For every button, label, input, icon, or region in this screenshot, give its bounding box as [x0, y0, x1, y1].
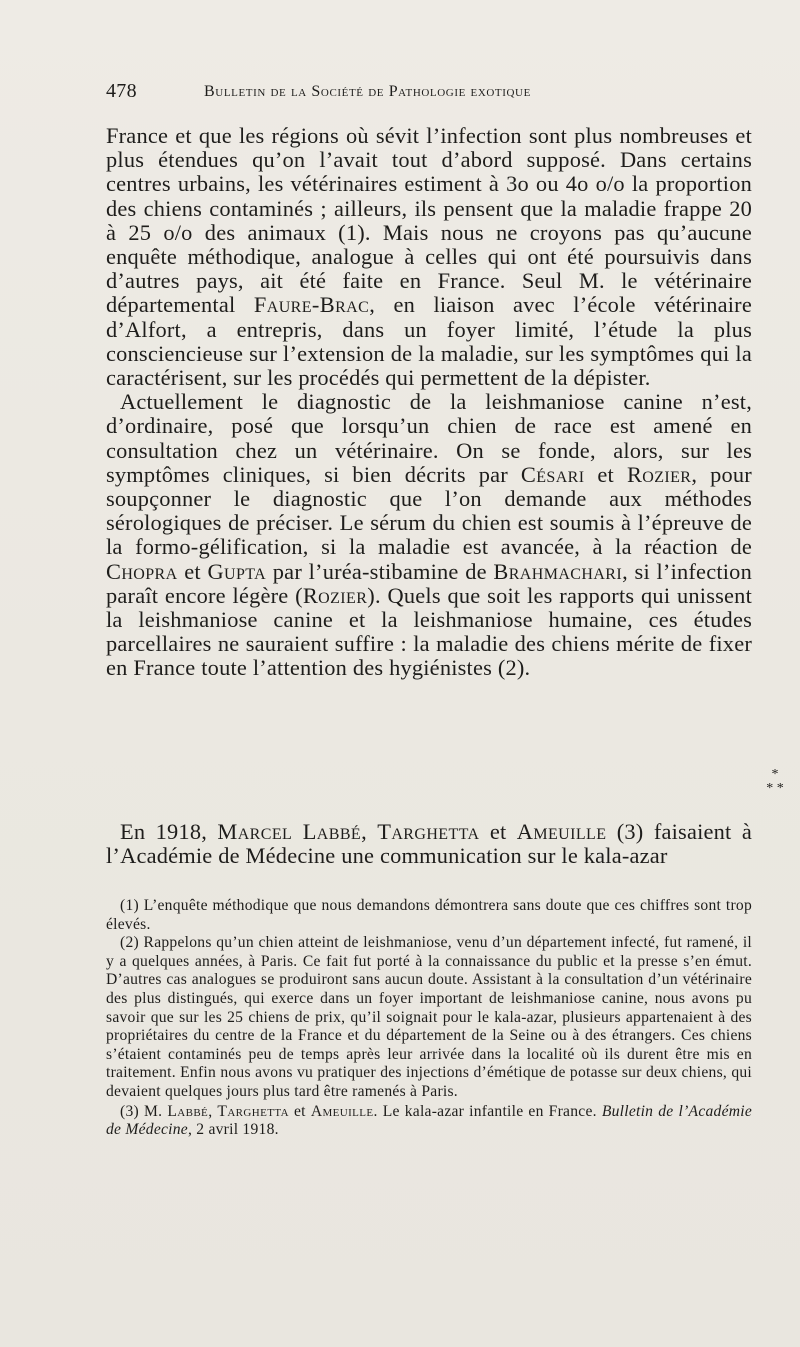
journal-title: Bulletin de l’Académie de Médecine	[106, 1102, 753, 1139]
running-head	[106, 80, 706, 110]
paragraph-3-text-a: En 1918,	[120, 819, 208, 844]
footnote-3-text-c: et	[293, 1102, 306, 1120]
author-name: Targhetta	[377, 819, 480, 844]
footnote-1: (1) L’enquête méthodique que nous demandons démontrera sans doute que ces chiffres sont trop élevés.	[106, 897, 752, 933]
paragraph-3-text-d: (3) faisaient à l’Académie de Médecine une communication sur le kala-azar	[106, 819, 752, 869]
section-2-text	[106, 820, 752, 868]
paragraph-3-text-b: ,	[361, 819, 367, 844]
section-asterism	[763, 768, 787, 804]
paragraph-2-text-d: et	[184, 558, 201, 584]
paragraph-2-text-b: et	[597, 461, 614, 487]
paragraph-3-text-c: et	[489, 819, 507, 844]
running-title: Bulletin de la Société de Pathologie exotique	[204, 83, 531, 100]
author-name: Brahmachari	[493, 558, 623, 584]
footnote-3-text-b: ,	[208, 1102, 213, 1120]
paragraph-2	[106, 390, 752, 680]
page-number: 478	[106, 80, 137, 102]
author-name: Chopra	[106, 558, 178, 584]
paragraph-2-text-e: par l’uréa-stibamine de	[272, 558, 487, 584]
footnotes	[106, 897, 752, 1140]
footnote-3-text-d: . Le kala-azar infantile en France.	[373, 1102, 597, 1120]
body-text	[106, 124, 752, 681]
author-name: Faure-Brac	[253, 292, 370, 318]
footnote-3	[106, 1103, 752, 1140]
asterism-bottom: * *	[766, 781, 784, 796]
author-name: Labbé	[167, 1102, 209, 1120]
author-name: Rozier	[302, 582, 368, 608]
footnote-2: (2) Rappelons qu’un chien atteint de leishmaniose, venu d’un département infecté, fut ramené, il y a quelques années, à Paris. Ce fait fut porté à la connaissance du public et la presse s’en émut. D’autres cas analogues se produiront sans aucun doute. Assistant à la consultation d’un vétérinaire des plus distingués, qui exerce dans un foyer important de leishmaniose canine, nous avons pu savoir que sur les 25 chiens de prix, qu’il soignait pour le kala-azar, plusieurs appartenaient à des propriétaires du centre de la France et du département de la Seine ou à des étrangers. Ces chiens s’étaient contaminés peu de temps après leur arrivée dans la localité où ils durent être mis en traitement. Enfin nous avons vu pratiquer des injections d’émétique de potasse sur deux chiens, qui devaient quelques jours plus tard être ramenés à Paris.	[106, 934, 752, 1100]
author-name: Gupta	[207, 558, 267, 584]
author-name: Marcel Labbé	[217, 819, 362, 844]
author-name: Targhetta	[217, 1102, 289, 1120]
footnote-3-text-e: , 2 avril 1918.	[187, 1121, 279, 1139]
author-name: Césari	[520, 461, 585, 487]
paragraph-1	[106, 124, 752, 390]
author-name: Ameuille	[516, 819, 607, 844]
paragraph-1-end: , en liaison avec l’école vétérinaire d’Alfort, a entrepris, dans un foyer limité, l’étude la plus consciencieuse sur l’extension de la maladie, sur les symptômes qui la caractérisent, sur les procédés qui permettent de la dépister.	[106, 292, 752, 391]
paragraph-2-text-g: ). Quels que soit les rapports qui unissent la leishmaniose canine et la leishmaniose humaine, ces études parcellaires ne sauraient suffire : la maladie des chiens mérite de fixer en France toute l’attention des hygiénistes (2).	[106, 582, 752, 681]
footnote-3-text-a: (3) M.	[120, 1102, 163, 1120]
author-name: Rozier	[626, 461, 692, 487]
paragraph-3	[106, 820, 752, 868]
asterism-top: *	[771, 767, 779, 782]
paragraph-2-text-a: Actuellement le diagnostic de la leishmaniose canine n’est, d’ordinaire, posé que lorsqu’un chien de race est amené en consultation chez un vétérinaire. On se fonde, alors, sur les symptômes cliniques, si bien décrits par	[106, 389, 752, 487]
paragraph-2-text-c: , pour soupçonner le diagnostic que l’on demande aux méthodes sérologiques de préciser. Le sérum du chien est soumis à l’épreuve de la formo-gélification, si la maladie est avancée, à la réaction de	[106, 461, 752, 560]
author-name: Ameuille	[310, 1102, 374, 1120]
paragraph-2-text-f: , si l’infection paraît encore légère (	[106, 558, 752, 608]
paragraph-1-text: France et que les régions où sévit l’infection sont plus nombreuses et plus étendues qu’on l’avait tout d’abord supposé. Dans certains centres urbains, les vétérinaires estiment à 3o ou 4o o/o la proportion des chiens contaminés ; ailleurs, ils pensent que la maladie frappe 20 à 25 o/o des animaux (1). Mais nous ne croyons pas qu’aucune enquête méthodique, analogue à celles qui ont été poursuivis dans d’autres pays, ait été faite en France. Seul M. le vétérinaire départemental	[106, 123, 752, 318]
